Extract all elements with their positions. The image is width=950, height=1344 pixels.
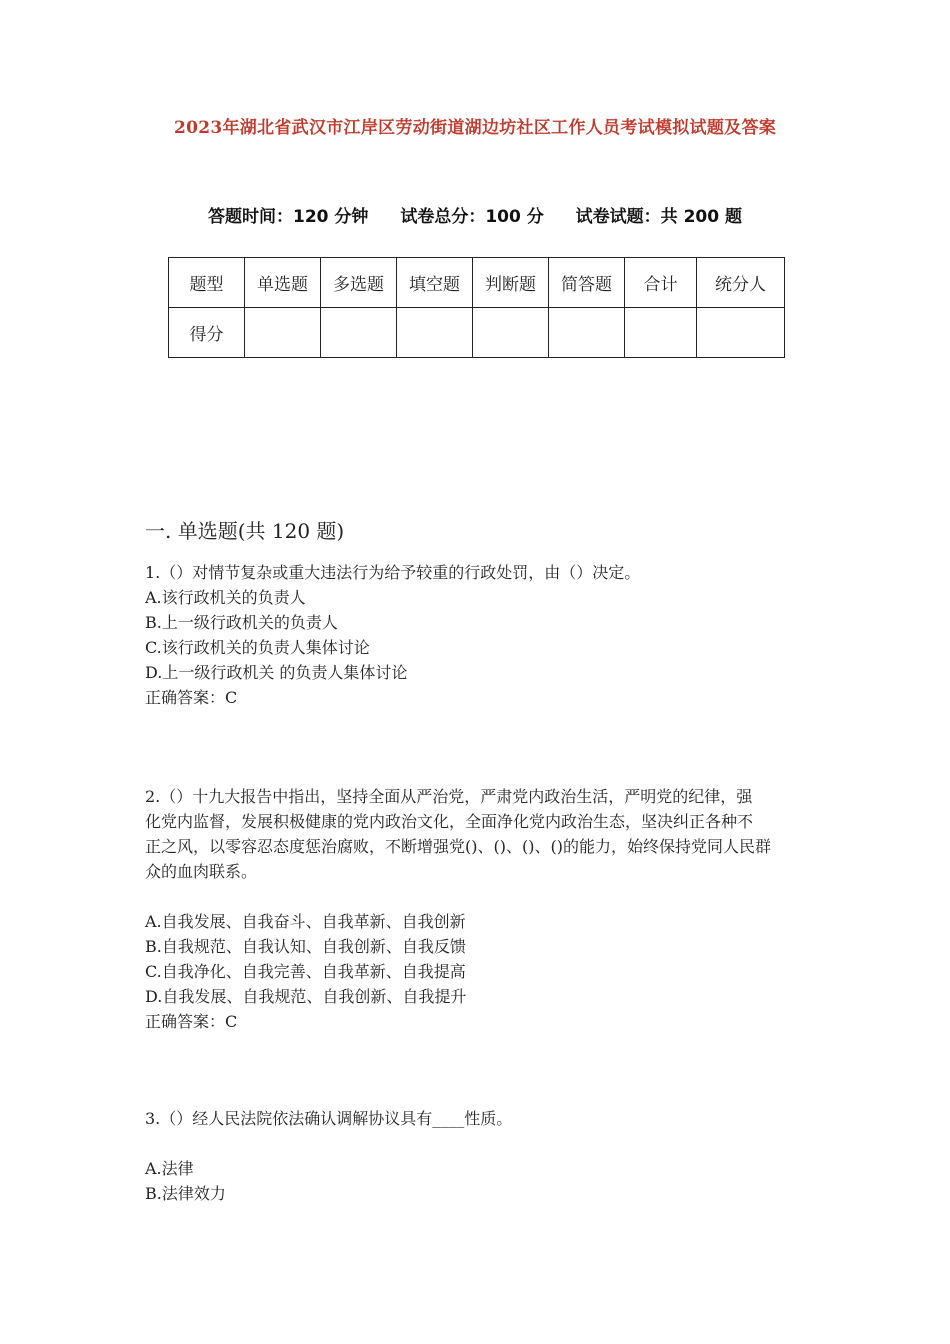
question-stem-line: 正之风，以零容忍态度惩治腐败，不断增强党()、()、()、()的能力，始终保持党同人民群 <box>145 837 771 856</box>
score-cell <box>245 308 321 358</box>
option-a: A.该行政机关的负责人 <box>145 588 306 607</box>
header-cell: 填空题 <box>397 258 473 308</box>
score-cell <box>321 308 397 358</box>
exam-question-count: 试卷试题：共 200 题 <box>575 207 742 227</box>
question-3 <box>145 1106 810 1206</box>
score-row-label: 得分 <box>169 308 245 358</box>
question-stem-line: 众的血肉联系。 <box>145 862 258 881</box>
question-stem: 3.（）经人民法院依法确认调解协议具有____性质。 <box>145 1109 513 1128</box>
correct-answer: 正确答案：C <box>145 1012 238 1031</box>
option-a: A.自我发展、自我奋斗、自我革新、自我创新 <box>145 912 466 931</box>
question-stem: 1.（）对情节复杂或重大违法行为给予较重的行政处罚，由（）决定。 <box>145 563 641 582</box>
option-b: B.自我规范、自我认知、自我创新、自我反馈 <box>145 937 466 956</box>
document-title: 2023年湖北省武汉市江岸区劳动街道湖边坊社区工作人员考试模拟试题及答案 <box>173 118 777 138</box>
header-cell: 单选题 <box>245 258 321 308</box>
score-cell <box>625 308 697 358</box>
score-cell <box>697 308 785 358</box>
header-cell: 简答题 <box>549 258 625 308</box>
blank-line <box>145 1131 810 1156</box>
header-cell: 多选题 <box>321 258 397 308</box>
exam-total-score: 试卷总分：100 分 <box>400 207 544 227</box>
question-2 <box>145 784 810 1034</box>
score-cell <box>473 308 549 358</box>
score-table-score-row <box>169 308 785 358</box>
question-stem-line: 化党内监督，发展积极健康的党内政治文化，全面净化党内政治生态，坚决纠正各种不 <box>145 812 754 831</box>
option-c: C.自我净化、自我完善、自我革新、自我提高 <box>145 962 466 981</box>
correct-answer: 正确答案：C <box>145 688 238 707</box>
option-d: D.自我发展、自我规范、自我创新、自我提升 <box>145 987 467 1006</box>
score-table <box>168 257 785 358</box>
option-c: C.该行政机关的负责人集体讨论 <box>145 638 370 657</box>
header-cell: 判断题 <box>473 258 549 308</box>
question-1 <box>145 560 810 710</box>
blank-line <box>145 884 810 909</box>
header-cell: 题型 <box>169 258 245 308</box>
score-table-header-row <box>169 258 785 308</box>
option-a: A.法律 <box>145 1159 194 1178</box>
question-stem-line: 2.（）十九大报告中指出，坚持全面从严治党，严肃党内政治生活，严明党的纪律，强 <box>145 787 753 806</box>
option-d: D.上一级行政机关 的负责人集体讨论 <box>145 663 408 682</box>
option-b: B.法律效力 <box>145 1184 226 1203</box>
header-cell: 合计 <box>625 258 697 308</box>
exam-time: 答题时间：120 分钟 <box>208 207 369 227</box>
score-cell <box>549 308 625 358</box>
header-cell: 统分人 <box>697 258 785 308</box>
score-cell <box>397 308 473 358</box>
section-title: 一. 单选题(共 120 题) <box>145 519 345 543</box>
option-b: B.上一级行政机关的负责人 <box>145 613 338 632</box>
exam-info <box>0 202 950 227</box>
